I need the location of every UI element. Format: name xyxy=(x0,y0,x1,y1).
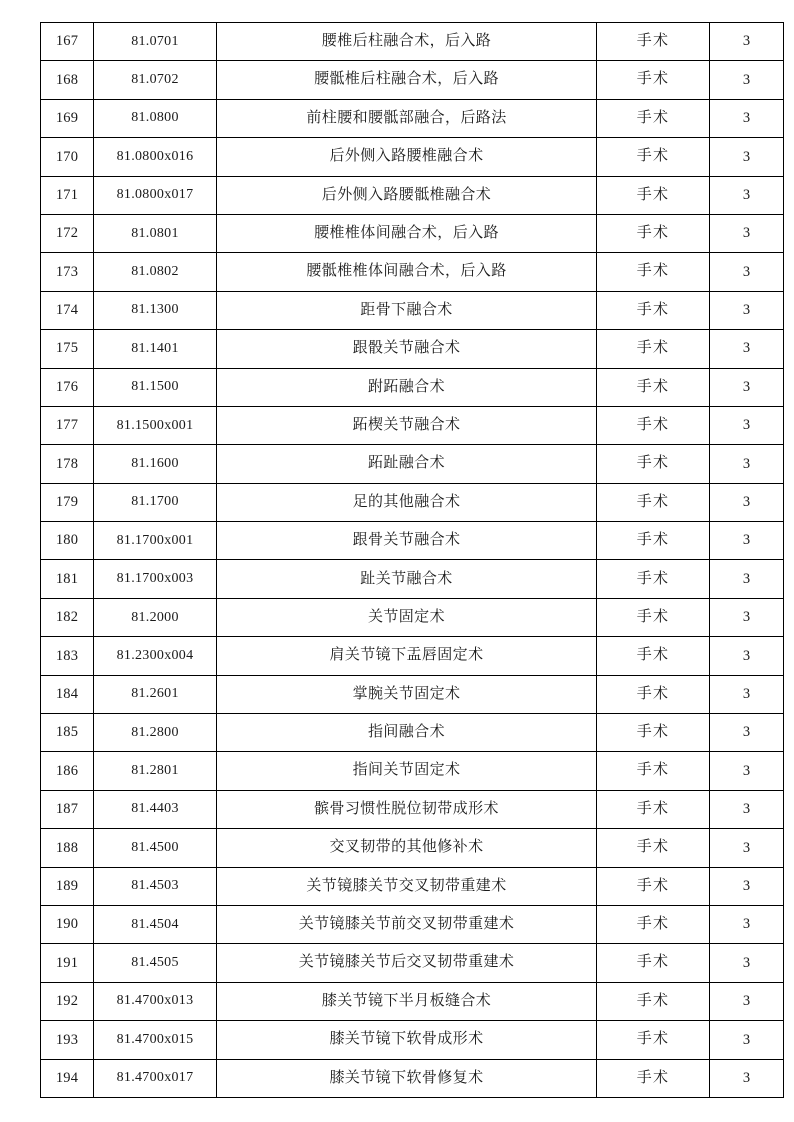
cell-type: 手术 xyxy=(597,598,710,636)
cell-index: 170 xyxy=(41,138,94,176)
cell-code: 81.4403 xyxy=(94,790,217,828)
cell-type: 手术 xyxy=(597,253,710,291)
cell-code: 81.4503 xyxy=(94,867,217,905)
cell-code: 81.0800x017 xyxy=(94,176,217,214)
cell-type: 手术 xyxy=(597,368,710,406)
cell-index: 176 xyxy=(41,368,94,406)
table-row xyxy=(41,905,784,943)
table-row xyxy=(41,598,784,636)
cell-level: 3 xyxy=(710,790,784,828)
table-row xyxy=(41,982,784,1020)
table-row xyxy=(41,406,784,444)
cell-level: 3 xyxy=(710,291,784,329)
cell-name: 距骨下融合术 xyxy=(217,291,597,329)
cell-type: 手术 xyxy=(597,445,710,483)
cell-name: 肩关节镜下盂唇固定术 xyxy=(217,637,597,675)
cell-type: 手术 xyxy=(597,867,710,905)
cell-name: 关节镜膝关节后交叉韧带重建术 xyxy=(217,944,597,982)
cell-name: 指间融合术 xyxy=(217,714,597,752)
cell-name: 后外侧入路腰骶椎融合术 xyxy=(217,176,597,214)
procedure-code-table xyxy=(40,22,784,1098)
cell-code: 81.1700x001 xyxy=(94,522,217,560)
cell-type: 手术 xyxy=(597,560,710,598)
cell-type: 手术 xyxy=(597,905,710,943)
table-row xyxy=(41,23,784,61)
cell-code: 81.2801 xyxy=(94,752,217,790)
cell-type: 手术 xyxy=(597,637,710,675)
cell-level: 3 xyxy=(710,637,784,675)
table-row xyxy=(41,291,784,329)
cell-name: 腰骶椎后柱融合术，后入路 xyxy=(217,61,597,99)
table-body xyxy=(41,23,784,1098)
cell-name: 足的其他融合术 xyxy=(217,483,597,521)
cell-level: 3 xyxy=(710,330,784,368)
table-row xyxy=(41,61,784,99)
table-row xyxy=(41,253,784,291)
cell-level: 3 xyxy=(710,560,784,598)
table-row xyxy=(41,790,784,828)
cell-type: 手术 xyxy=(597,1021,710,1059)
cell-name: 指间关节固定术 xyxy=(217,752,597,790)
table-row xyxy=(41,1059,784,1097)
cell-index: 187 xyxy=(41,790,94,828)
cell-code: 81.4505 xyxy=(94,944,217,982)
cell-name: 跖趾融合术 xyxy=(217,445,597,483)
cell-code: 81.0701 xyxy=(94,23,217,61)
table-row xyxy=(41,214,784,252)
cell-code: 81.4500 xyxy=(94,829,217,867)
cell-type: 手术 xyxy=(597,23,710,61)
cell-code: 81.0800 xyxy=(94,99,217,137)
cell-code: 81.1300 xyxy=(94,291,217,329)
table-row xyxy=(41,138,784,176)
cell-index: 174 xyxy=(41,291,94,329)
cell-name: 关节镜膝关节前交叉韧带重建术 xyxy=(217,905,597,943)
table-row xyxy=(41,944,784,982)
cell-code: 81.1500x001 xyxy=(94,406,217,444)
cell-level: 3 xyxy=(710,138,784,176)
cell-level: 3 xyxy=(710,368,784,406)
cell-level: 3 xyxy=(710,982,784,1020)
cell-index: 184 xyxy=(41,675,94,713)
cell-code: 81.0800x016 xyxy=(94,138,217,176)
cell-level: 3 xyxy=(710,253,784,291)
cell-type: 手术 xyxy=(597,982,710,1020)
cell-type: 手术 xyxy=(597,752,710,790)
cell-level: 3 xyxy=(710,1059,784,1097)
table-row xyxy=(41,867,784,905)
cell-index: 186 xyxy=(41,752,94,790)
cell-code: 81.4700x017 xyxy=(94,1059,217,1097)
cell-code: 81.4700x013 xyxy=(94,982,217,1020)
table-row xyxy=(41,637,784,675)
cell-type: 手术 xyxy=(597,675,710,713)
cell-name: 前柱腰和腰骶部融合，后路法 xyxy=(217,99,597,137)
cell-index: 169 xyxy=(41,99,94,137)
cell-name: 髌骨习惯性脱位韧带成形术 xyxy=(217,790,597,828)
cell-name: 交叉韧带的其他修补术 xyxy=(217,829,597,867)
table-row xyxy=(41,445,784,483)
cell-level: 3 xyxy=(710,714,784,752)
table-row xyxy=(41,330,784,368)
cell-code: 81.2300x004 xyxy=(94,637,217,675)
cell-index: 190 xyxy=(41,905,94,943)
cell-type: 手术 xyxy=(597,483,710,521)
table-row xyxy=(41,675,784,713)
cell-code: 81.1600 xyxy=(94,445,217,483)
table-row xyxy=(41,368,784,406)
cell-name: 膝关节镜下半月板缝合术 xyxy=(217,982,597,1020)
cell-name: 腰椎后柱融合术，后入路 xyxy=(217,23,597,61)
cell-level: 3 xyxy=(710,406,784,444)
cell-name: 膝关节镜下软骨成形术 xyxy=(217,1021,597,1059)
cell-code: 81.2000 xyxy=(94,598,217,636)
cell-type: 手术 xyxy=(597,61,710,99)
cell-type: 手术 xyxy=(597,790,710,828)
cell-level: 3 xyxy=(710,99,784,137)
cell-type: 手术 xyxy=(597,406,710,444)
cell-level: 3 xyxy=(710,445,784,483)
cell-index: 179 xyxy=(41,483,94,521)
cell-type: 手术 xyxy=(597,138,710,176)
table-row xyxy=(41,522,784,560)
cell-code: 81.0801 xyxy=(94,214,217,252)
cell-level: 3 xyxy=(710,598,784,636)
table-row xyxy=(41,176,784,214)
cell-name: 关节镜膝关节交叉韧带重建术 xyxy=(217,867,597,905)
table-row xyxy=(41,560,784,598)
cell-type: 手术 xyxy=(597,1059,710,1097)
cell-index: 191 xyxy=(41,944,94,982)
cell-code: 81.1500 xyxy=(94,368,217,406)
cell-type: 手术 xyxy=(597,214,710,252)
cell-level: 3 xyxy=(710,176,784,214)
cell-index: 194 xyxy=(41,1059,94,1097)
cell-index: 167 xyxy=(41,23,94,61)
cell-code: 81.2601 xyxy=(94,675,217,713)
cell-index: 177 xyxy=(41,406,94,444)
cell-index: 180 xyxy=(41,522,94,560)
cell-code: 81.0702 xyxy=(94,61,217,99)
cell-level: 3 xyxy=(710,829,784,867)
cell-index: 188 xyxy=(41,829,94,867)
cell-name: 跗跖融合术 xyxy=(217,368,597,406)
cell-name: 膝关节镜下软骨修复术 xyxy=(217,1059,597,1097)
cell-index: 171 xyxy=(41,176,94,214)
table-row xyxy=(41,829,784,867)
cell-type: 手术 xyxy=(597,330,710,368)
cell-name: 跟骰关节融合术 xyxy=(217,330,597,368)
cell-name: 跖楔关节融合术 xyxy=(217,406,597,444)
cell-index: 178 xyxy=(41,445,94,483)
cell-name: 腰椎椎体间融合术，后入路 xyxy=(217,214,597,252)
cell-name: 掌腕关节固定术 xyxy=(217,675,597,713)
cell-name: 腰骶椎椎体间融合术，后入路 xyxy=(217,253,597,291)
cell-code: 81.1401 xyxy=(94,330,217,368)
cell-index: 183 xyxy=(41,637,94,675)
table-row xyxy=(41,483,784,521)
cell-index: 168 xyxy=(41,61,94,99)
cell-level: 3 xyxy=(710,483,784,521)
cell-level: 3 xyxy=(710,23,784,61)
cell-code: 81.1700 xyxy=(94,483,217,521)
cell-index: 189 xyxy=(41,867,94,905)
table-row xyxy=(41,714,784,752)
cell-type: 手术 xyxy=(597,291,710,329)
table-row xyxy=(41,1021,784,1059)
cell-level: 3 xyxy=(710,867,784,905)
cell-name: 后外侧入路腰椎融合术 xyxy=(217,138,597,176)
cell-index: 182 xyxy=(41,598,94,636)
cell-code: 81.0802 xyxy=(94,253,217,291)
cell-index: 192 xyxy=(41,982,94,1020)
cell-name: 关节固定术 xyxy=(217,598,597,636)
cell-type: 手术 xyxy=(597,99,710,137)
table-row xyxy=(41,752,784,790)
cell-type: 手术 xyxy=(597,829,710,867)
cell-index: 172 xyxy=(41,214,94,252)
cell-index: 181 xyxy=(41,560,94,598)
cell-type: 手术 xyxy=(597,176,710,214)
cell-type: 手术 xyxy=(597,714,710,752)
cell-level: 3 xyxy=(710,1021,784,1059)
cell-level: 3 xyxy=(710,675,784,713)
cell-level: 3 xyxy=(710,61,784,99)
cell-index: 175 xyxy=(41,330,94,368)
cell-code: 81.1700x003 xyxy=(94,560,217,598)
cell-index: 173 xyxy=(41,253,94,291)
cell-type: 手术 xyxy=(597,522,710,560)
cell-name: 趾关节融合术 xyxy=(217,560,597,598)
cell-index: 193 xyxy=(41,1021,94,1059)
cell-name: 跟骨关节融合术 xyxy=(217,522,597,560)
cell-level: 3 xyxy=(710,905,784,943)
cell-level: 3 xyxy=(710,522,784,560)
cell-level: 3 xyxy=(710,944,784,982)
cell-type: 手术 xyxy=(597,944,710,982)
cell-level: 3 xyxy=(710,752,784,790)
cell-code: 81.2800 xyxy=(94,714,217,752)
table-row xyxy=(41,99,784,137)
cell-index: 185 xyxy=(41,714,94,752)
cell-code: 81.4504 xyxy=(94,905,217,943)
cell-level: 3 xyxy=(710,214,784,252)
cell-code: 81.4700x015 xyxy=(94,1021,217,1059)
